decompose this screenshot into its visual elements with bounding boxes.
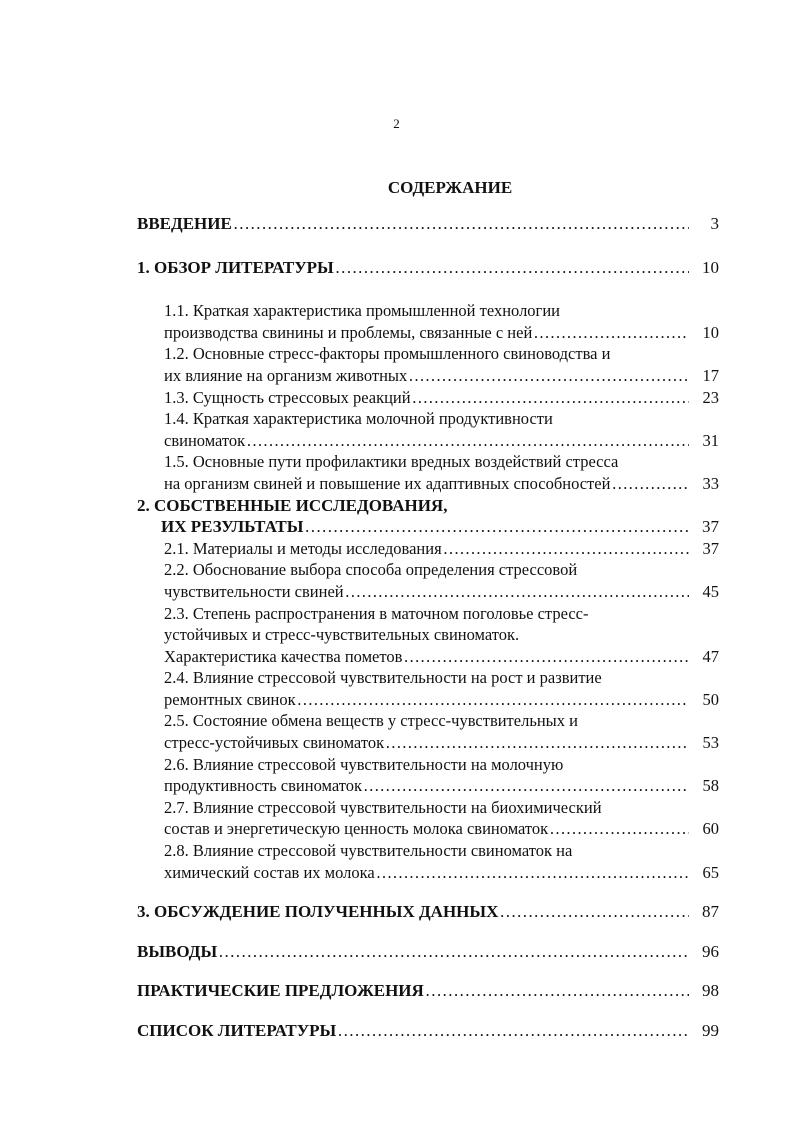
leader-dots — [233, 213, 689, 235]
leader-dots — [304, 516, 689, 538]
toc-entry-page: 23 — [702, 387, 719, 407]
toc-entry-label: ВВЕДЕНИЕ — [137, 214, 232, 233]
toc-entry-label: их влияние на организм животных — [164, 365, 408, 385]
leader-dots — [611, 473, 689, 495]
toc-entry-line: 2.2. Обоснование выбора способа определения стрессовой — [164, 560, 578, 580]
toc-entry-page: 17 — [702, 365, 719, 385]
toc-entry-line: 2.3. Степень распространения в маточном поголовье стресс- — [164, 603, 589, 623]
toc-entry-1-5[interactable] — [137, 451, 719, 494]
toc-entry-1-1[interactable] — [137, 300, 719, 343]
toc-entry-label: 3. ОБСУЖДЕНИЕ ПОЛУЧЕННЫХ ДАННЫХ — [137, 902, 499, 922]
toc-entry-page: 50 — [702, 689, 719, 709]
leader-dots — [335, 257, 689, 279]
toc-entry-page: 10 — [702, 322, 719, 342]
toc-entry-label: ВЫВОДЫ — [137, 941, 218, 961]
toc-entry-label: чувствительности свиней — [164, 581, 344, 601]
toc-entry-page: 87 — [702, 902, 719, 922]
toc-entry-label: свиноматок — [164, 430, 246, 450]
toc-entry-page: 96 — [702, 941, 719, 961]
toc-entry-page: 3 — [710, 214, 719, 233]
toc-entry-page: 58 — [702, 776, 719, 796]
leader-dots — [499, 901, 689, 923]
toc-entry-2-5[interactable] — [137, 710, 719, 753]
toc-entry-label: на организм свиней и повышение их адаптивных способностей — [164, 473, 611, 493]
leader-dots — [533, 322, 689, 344]
toc-entry-chapter-1[interactable] — [137, 257, 719, 279]
toc-entry-chapter-3[interactable] — [137, 901, 719, 923]
toc-entry-line: 2.6. Влияние стрессовой чувствительности на молочную — [164, 754, 564, 774]
toc-entry-line: 1.1. Краткая характеристика промышленной технологии — [164, 301, 560, 321]
leader-dots — [297, 689, 689, 711]
toc-entry-references[interactable] — [137, 1020, 719, 1042]
table-of-contents — [137, 213, 719, 1042]
toc-entry-label: химический состав их молока — [164, 862, 375, 882]
toc-entry-line: 2. СОБСТВЕННЫЕ ИССЛЕДОВАНИЯ, — [137, 495, 448, 515]
leader-dots — [376, 862, 689, 884]
toc-entry-line: 2.5. Состояние обмена веществ у стресс-чувствительных и — [164, 711, 578, 731]
toc-entry-2-7[interactable] — [137, 797, 719, 840]
toc-entry-page: 98 — [702, 981, 719, 1001]
toc-entry-1-2[interactable] — [137, 343, 719, 386]
toc-entry-page: 60 — [702, 819, 719, 839]
toc-entry-label: продуктивность свиноматок — [164, 776, 362, 796]
leader-dots — [246, 430, 689, 452]
leader-dots — [443, 538, 689, 560]
toc-entry-2-8[interactable] — [137, 840, 719, 883]
toc-entry-page: 65 — [702, 862, 719, 882]
toc-entry-label: Характеристика качества пометов — [164, 646, 403, 666]
leader-dots — [412, 387, 689, 409]
toc-entry-practical-proposals[interactable] — [137, 980, 719, 1002]
toc-entry-2-6[interactable] — [137, 754, 719, 797]
leader-dots — [363, 775, 689, 797]
toc-entry-chapter-2[interactable] — [137, 495, 719, 538]
toc-entry-label: 2.1. Материалы и методы исследования — [164, 538, 442, 558]
toc-entry-label: 1.3. Сущность стрессовых реакций — [164, 387, 411, 407]
toc-entry-label: ремонтных свинок — [164, 689, 296, 709]
toc-title: СОДЕРЖАНИЕ — [387, 178, 513, 197]
toc-entry-2-2[interactable] — [137, 559, 719, 602]
toc-entry-page: 37 — [702, 538, 719, 558]
toc-entry-line: 2.7. Влияние стрессовой чувствительности на биохимический — [164, 797, 602, 817]
leader-dots — [385, 732, 689, 754]
toc-entry-2-1[interactable] — [137, 538, 719, 560]
toc-entry-label: стресс-устойчивых свиноматок — [164, 733, 385, 753]
toc-entry-label: ПРАКТИЧЕСКИЕ ПРЕДЛОЖЕНИЯ — [137, 981, 424, 1001]
leader-dots — [218, 941, 689, 963]
leader-dots — [408, 365, 689, 387]
toc-entry-page: 47 — [702, 646, 719, 666]
toc-entry-introduction[interactable] — [137, 213, 719, 235]
leader-dots — [549, 818, 689, 840]
toc-entry-label: 1. ОБЗОР ЛИТЕРАТУРЫ — [137, 257, 334, 277]
toc-entry-line: 1.4. Краткая характеристика молочной продуктивности — [164, 409, 553, 429]
leader-dots — [337, 1020, 689, 1042]
toc-entry-page: 53 — [702, 733, 719, 753]
toc-entry-page: 37 — [702, 517, 719, 537]
leader-dots — [425, 980, 689, 1002]
toc-entry-page: 33 — [702, 473, 719, 493]
toc-entry-line: 1.5. Основные пути профилактики вредных воздействий стресса — [164, 452, 619, 472]
toc-entry-2-3[interactable] — [137, 603, 719, 668]
toc-entry-1-3[interactable] — [137, 387, 719, 409]
leader-dots — [403, 646, 689, 668]
page-number: 2 — [393, 116, 400, 131]
toc-entry-1-4[interactable] — [137, 408, 719, 451]
toc-entry-line: 2.8. Влияние стрессовой чувствительности свиноматок на — [164, 841, 573, 861]
toc-entry-page: 10 — [702, 257, 719, 277]
toc-entry-2-4[interactable] — [137, 667, 719, 710]
toc-entry-label: СПИСОК ЛИТЕРАТУРЫ — [137, 1021, 337, 1040]
toc-entry-line: 1.2. Основные стресс-факторы промышленного свиноводства и — [164, 344, 611, 364]
toc-entry-label: производства свинины и проблемы, связанные с ней — [164, 322, 533, 342]
toc-entry-line: 2.4. Влияние стрессовой чувствительности на рост и развитие — [164, 668, 602, 688]
toc-entry-conclusions[interactable] — [137, 941, 719, 963]
toc-entry-page: 45 — [702, 581, 719, 601]
toc-entry-line: устойчивых и стресс-чувствительных свиноматок. — [164, 625, 520, 645]
toc-entry-label: состав и энергетическую ценность молока свиноматок — [164, 819, 549, 839]
leader-dots — [345, 581, 689, 603]
toc-entry-page: 99 — [702, 1021, 719, 1040]
toc-entry-page: 31 — [702, 430, 719, 450]
toc-entry-label: ИХ РЕЗУЛЬТАТЫ — [161, 517, 304, 537]
